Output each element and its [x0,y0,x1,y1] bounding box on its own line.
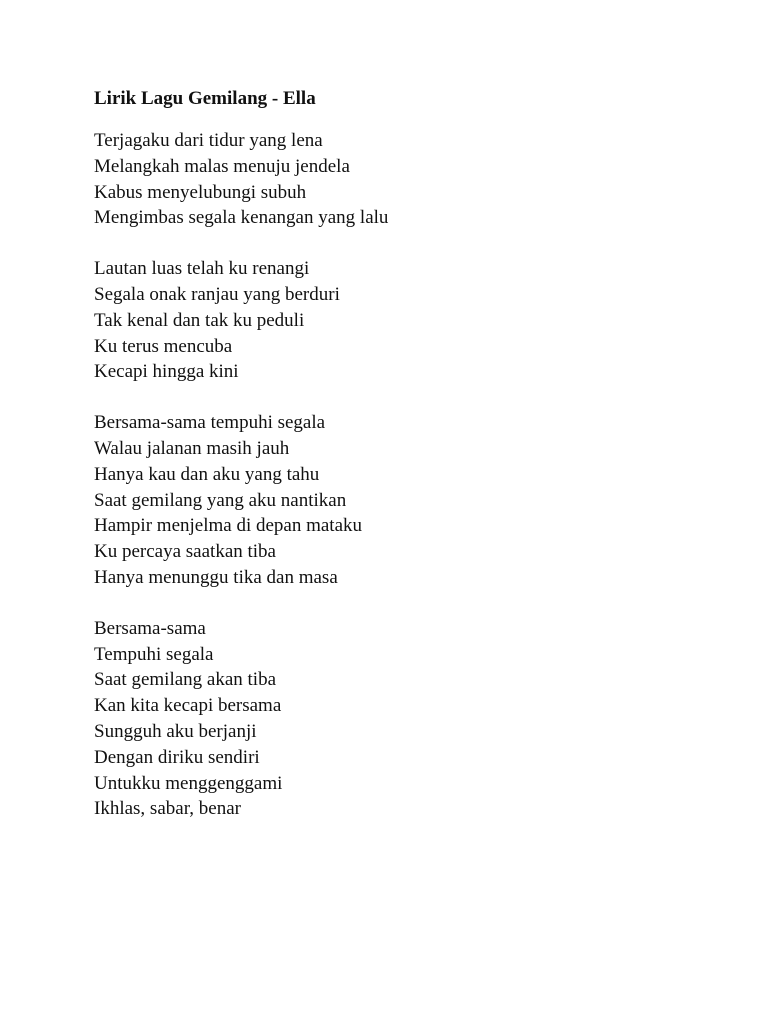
document-page [94,86,734,847]
lyric-line: Lautan luas telah ku renangi [94,258,310,280]
lyric-line: Walau jalanan masih jauh [94,437,290,459]
lyric-line: Saat gemilang yang aku nantikan [94,489,347,511]
lyric-line: Bersama-sama [94,617,206,639]
stanza-2 [94,256,734,385]
lyric-line: Saat gemilang akan tiba [94,669,277,691]
stanza-1 [94,128,734,231]
lyric-line: Hampir menjelma di depan mataku [94,515,363,537]
lyric-line: Melangkah malas menuju jendela [94,155,350,177]
lyric-line: Kabus menyelubungi subuh [94,181,307,203]
lyric-line: Kecapi hingga kini [94,361,239,383]
lyric-line: Terjagaku dari tidur yang lena [94,130,323,151]
lyric-line: Dengan diriku sendiri [94,746,260,768]
lyric-line: Tak kenal dan tak ku peduli [94,309,305,331]
lyric-line: Ku terus mencuba [94,335,233,357]
lyric-line: Hanya kau dan aku yang tahu [94,463,320,485]
lyric-line: Hanya menunggu tika dan masa [94,566,338,588]
document-title: Lirik Lagu Gemilang - Ella [94,88,316,109]
lyric-line: Mengimbas segala kenangan yang lalu [94,207,389,229]
lyric-line: Bersama-sama tempuhi segala [94,412,326,434]
lyric-line: Kan kita kecapi bersama [94,695,282,717]
lyric-line: Segala onak ranjau yang berduri [94,283,340,305]
lyric-line: Ikhlas, sabar, benar [94,798,241,820]
lyric-line: Ku percaya saatkan tiba [94,541,276,563]
stanza-4 [94,616,734,822]
lyric-line: Untukku menggenggami [94,772,283,794]
stanza-3 [94,410,734,591]
lyric-line: Sungguh aku berjanji [94,720,257,742]
lyric-line: Tempuhi segala [94,643,214,665]
